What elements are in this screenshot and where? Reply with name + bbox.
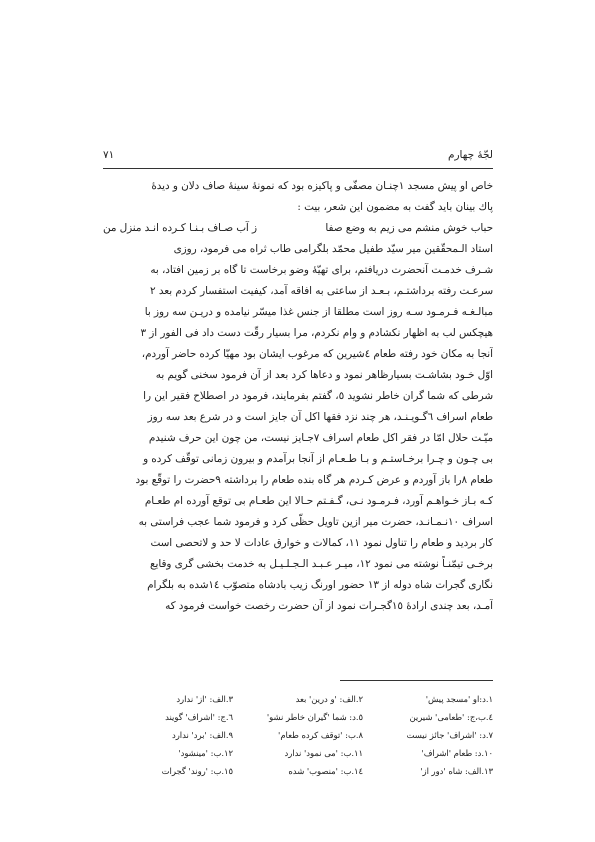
text-line: سرعـت رفته برداشتـم، بـعـد از ساعتی به افاقه آمد، کیفیت استفسار کردم بعد ٢ <box>150 285 493 297</box>
text-line: برخـی تیمّنـاً نوشته می نمود ١٢، میـر عـبـد الـجـلـیـل به خدمت بخشی گری وقایع <box>149 558 493 570</box>
text-line: طعام ٨را باز آوردم و عرض کـردم هر گاه بنده طعام را برداشته ٩حضرت را توقّع بود <box>135 474 493 486</box>
text-line: آمـد، بعد چندی ارادۀ ١٥گجـرات نمود از آن حضرت رخصت خواست فرمود که <box>165 600 493 612</box>
text-line: هیچکس لب به اظهار نکشادم و وام نکردم، مرا بسیار رقّت دست داد فی الفور از ٣ <box>140 327 493 339</box>
text-line: خاص او پیش مسجد ١چنـان مصفّی و پاکیزه بود که نمونۀ سینۀ صاف دلان و دیدۀ <box>151 180 493 192</box>
footnote: ١٤.ب: 'منصوب' شده <box>288 766 363 776</box>
text-line: اسراف ١٠نـمـانـد، حضرت میر ازین تاویل حظّی کرد و فرمود شما عجب فراستی به <box>138 516 493 528</box>
footnote: ٤.ب،ج: 'طعامی' شیرین <box>409 712 493 722</box>
text-line: نگاری گجرات شاه دوله از ١٣ حضور اورنگ زیب بادشاه متصوّب ١٤شده به بلگرام <box>147 579 493 591</box>
header-rule <box>103 168 493 169</box>
text-line: اوّل خـود بشاشـت بسیارظاهر نمود و دعاها کرد بعد از آن فرمود سخنی گویم به <box>155 369 493 381</box>
footnote-row <box>103 690 493 708</box>
text-line: میّـت حلال امّا در فقر اکل طعام اسراف ٧جـایز نیست، من چون این حرف شنیدم <box>148 432 493 444</box>
footnote: ٨.ب: 'توقف کرده طعام' <box>278 730 363 740</box>
footnote: ١.د:او 'مسجد پیش' <box>425 694 493 704</box>
footnote: ٩.الف: 'برد' ندارد <box>172 730 233 740</box>
footnote: ١٢.ب: 'مینشود' <box>178 748 233 758</box>
verse-hemistich-left: ز آب صـاف بـنـا کـرده انـد منزل من <box>103 222 258 234</box>
footnotes <box>103 690 493 780</box>
footnote: ٥.د: شما 'گیران خاطر نشو' <box>266 712 363 722</box>
page-number: ٧١ <box>103 149 115 161</box>
footnote: ٣.الف: 'از' ندارد <box>176 694 233 704</box>
text-line: آنجا به مکان خود رفته طعام ٤شیرین که مرغوب ایشان بود مهیّا کرده حاضر آوردم، <box>141 348 493 360</box>
footnote: ٢.الف: 'و درین' بعد <box>295 694 363 704</box>
footnote-row <box>103 726 493 744</box>
footnote-rule <box>340 680 493 681</box>
text-line: طعام اسراف ٦گـویـنـد، هر چند نزد فقها اکل آن جایز است و در شرع بعد سه روز <box>147 411 493 423</box>
verse-hemistich-right: حباب خوش منشم می زیم به وضع صفا <box>325 222 493 234</box>
text-line: مبالـغـه فـرمـود سـه روز است مطلقا از جنس غذا میسّر نیامده و دریـن سه روز با <box>144 306 493 318</box>
footnote: ١٥.ب: 'روند' گجرات <box>161 766 233 776</box>
chapter-title: لجّۀ چهارم <box>447 149 493 161</box>
footnote-row <box>103 708 493 726</box>
verse-line <box>103 218 493 239</box>
footnote: ١١.ب: 'می نمود' ندارد <box>284 748 363 758</box>
text-line: استاد الـمحقّقین میر سیّد طفیل محمّد بلگرامی طاب ثراه می فرمود، روزی <box>173 243 493 255</box>
text-line: کـه بـاز خـواهـم آورد، فـرمـود نـی، گـفـتم حـالا این طعـام بی توقع آورده ام طعـام <box>144 495 493 507</box>
text-line: کار بردید و طعام را تناول نمود ١١، کمالات و خوارق عادات لا حد و لاتحصی است <box>150 537 493 549</box>
footnote: ٦.ج: 'اشراف' گویند <box>165 712 233 722</box>
footnote: ٧.د: 'اشراف' جائز نیست <box>406 730 493 740</box>
text-line: پاك بینان باید گفت به مضمون این شعر، بیت : <box>297 201 493 213</box>
text-line: بی چـون و چـرا برخـاستـم و بـا طـعـام از آنجا برآمدم و بیرون زمانی توقّف کرده و <box>143 453 493 465</box>
footnote-row <box>103 744 493 762</box>
text-line: شرطی که شما گران خاطر نشوید ٥، گفتم بفرمایند، فرمود در اصطلاح فقیر این را <box>143 390 493 402</box>
footnote: ١٠.د: طعام 'اشراف' <box>421 748 493 758</box>
main-text <box>103 176 493 617</box>
text-line: شـرف خدمـت آنحضرت دریافتم، برای تهیّۀ وضو برخاست تا گاه بر زمین افتاد، به <box>150 264 493 276</box>
footnote-row <box>103 762 493 780</box>
footnote: ١٣.الف: شاه 'دور از' <box>420 766 493 776</box>
